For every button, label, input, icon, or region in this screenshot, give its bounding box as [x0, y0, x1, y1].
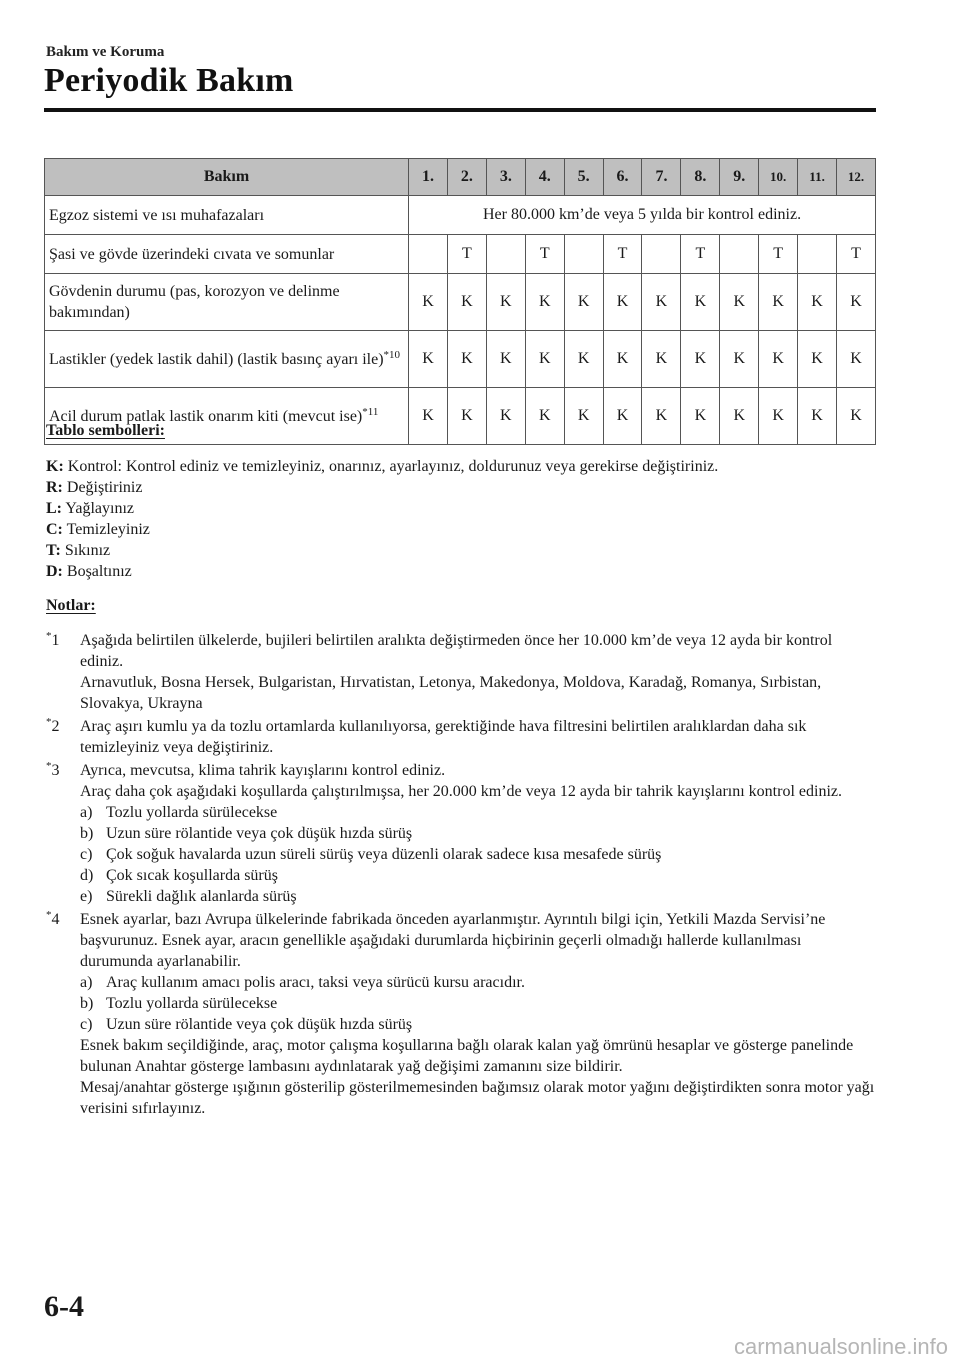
mark-cell: K: [564, 388, 603, 445]
note-number: *3: [46, 760, 60, 779]
notes-list: [46, 630, 876, 1121]
note-star: *: [46, 760, 52, 772]
section-label: Bakım ve Koruma: [46, 44, 165, 60]
note-subitem: a) Araç kullanım amacı polis aracı, taksi veya sürücü kursu aracıdır.: [80, 974, 525, 991]
mark-cell: K: [486, 331, 525, 388]
legend-item: [46, 519, 718, 540]
table-header-cell: 5.: [564, 159, 603, 196]
note-text: Araç daha çok aşağıdaki koşullarda çalıştırılmışsa, her 20.000 km’de veya 12 ayda bir tahrik kayışlarını kontrol ediniz.: [80, 783, 842, 800]
note-subitem: d) Çok sıcak koşullarda sürüş: [80, 867, 278, 884]
mark-cell: K: [798, 388, 837, 445]
mark-cell: T: [837, 235, 876, 274]
footnote-ref: *10: [383, 348, 401, 361]
legend-text: Temizleyiniz: [62, 521, 150, 538]
mark-cell: K: [642, 388, 681, 445]
symbols-heading: Tablo sembolleri:: [46, 422, 165, 439]
mark-cell: K: [681, 274, 720, 331]
note-text: Ayrıca, mevcutsa, klima tahrik kayışlarını kontrol ediniz.: [80, 762, 446, 779]
note-subitem: b) Tozlu yollarda sürülecekse: [80, 995, 278, 1012]
note-number: *1: [46, 630, 60, 649]
mark-cell: T: [681, 235, 720, 274]
mark-cell: K: [525, 274, 564, 331]
note-text: Esnek bakım seçildiğinde, araç, motor çalışma koşullarına bağlı olarak kalan yağ ömrünü hesaplar ve gösterge panelinde bulunan Anahtar gösterge lambasını aydınlatarak yağ değişimi zamanını size bildirir.: [80, 1037, 854, 1075]
mark-cell: K: [447, 388, 486, 445]
mark-cell: [486, 235, 525, 274]
note-2: [46, 716, 876, 758]
table-header-cell: 9.: [720, 159, 759, 196]
mark-cell: [798, 235, 837, 274]
legend-item: [46, 540, 718, 561]
table-header-cell: 1.: [409, 159, 448, 196]
row-interval-text: Her 80.000 km’de veya 5 yılda bir kontrol ediniz.: [409, 196, 876, 235]
mark-cell: K: [564, 331, 603, 388]
note-3: [46, 760, 876, 907]
row-item-label: Acil durum patlak lastik onarım kiti (mevcut ise): [49, 407, 363, 425]
mark-cell: K: [642, 274, 681, 331]
table-header-cell: 11.: [798, 159, 837, 196]
legend-text: Sıkınız: [60, 542, 111, 559]
legend-item: [46, 561, 718, 582]
mark-cell: T: [759, 235, 798, 274]
row-item-label: Lastikler (yedek lastik dahil) (lastik basınç ayarı ile): [49, 350, 384, 368]
mark-cell: T: [447, 235, 486, 274]
note-subitem: a) Tozlu yollarda sürülecekse: [80, 804, 278, 821]
mark-cell: K: [837, 331, 876, 388]
mark-cell: K: [447, 274, 486, 331]
row-item-label: Şasi ve gövde üzerindeki cıvata ve somunlar: [45, 235, 409, 274]
row-item-label: Gövdenin durumu (pas, korozyon ve delinme bakımından): [45, 274, 409, 331]
mark-cell: K: [564, 274, 603, 331]
mark-cell: K: [525, 388, 564, 445]
mark-cell: [720, 235, 759, 274]
table-header-cell: 12.: [837, 159, 876, 196]
mark-cell: [564, 235, 603, 274]
mark-cell: K: [486, 388, 525, 445]
row-item-cell: [45, 331, 409, 388]
mark-cell: K: [720, 274, 759, 331]
table-header-cell: Bakım: [45, 159, 409, 196]
mark-cell: K: [759, 331, 798, 388]
mark-cell: [642, 235, 681, 274]
note-text: Esnek ayarlar, bazı Avrupa ülkelerinde fabrikada önceden ayarlanmıştır. Ayrıntılı bilgi için, Yetkili Mazda Servisi’ne başvurunuz. Esnek ayar, aracın genellikle aşağıdaki durumlarda hiçbirinin geçerli olmadığı hallerde kullanılması durumunda ayarlanabilir.: [80, 911, 826, 970]
note-4: [46, 909, 876, 1119]
mark-cell: [409, 235, 448, 274]
table-header-cell: 6.: [603, 159, 642, 196]
mark-cell: K: [798, 331, 837, 388]
legend-key: C:: [46, 521, 63, 538]
note-star: *: [46, 630, 52, 642]
note-star: *: [46, 909, 52, 921]
mark-cell: K: [409, 388, 448, 445]
mark-cell: K: [603, 274, 642, 331]
mark-cell: T: [603, 235, 642, 274]
notes-heading: Notlar:: [46, 597, 96, 614]
symbols-legend: [46, 456, 718, 582]
note-text: Aşağıda belirtilen ülkelerde, bujileri belirtilen aralıkta değiştirmeden önce her 10.000 km’de veya 12 ayda bir kontrol ediniz.: [80, 632, 833, 670]
table-header-cell: 10.: [759, 159, 798, 196]
table-header-cell: 2.: [447, 159, 486, 196]
legend-item: [46, 477, 718, 498]
mark-cell: K: [759, 274, 798, 331]
legend-key: R:: [46, 479, 63, 496]
page-number: 6-4: [44, 1290, 84, 1323]
mark-cell: T: [525, 235, 564, 274]
table-row: [45, 196, 876, 235]
watermark: carmanualsonline.info: [733, 1334, 948, 1359]
title-divider: [44, 108, 876, 112]
table-row: [45, 274, 876, 331]
table-header-cell: 4.: [525, 159, 564, 196]
mark-cell: K: [681, 388, 720, 445]
mark-cell: K: [798, 274, 837, 331]
note-text: Mesaj/anahtar gösterge ışığının gösterilip gösterilmemesinden bağımsız olarak motor yağını değiştirdikten sonra motor yağı verisini sıfırlayınız.: [80, 1079, 875, 1117]
note-subitem: e) Sürekli dağlık alanlarda sürüş: [80, 888, 297, 905]
legend-text: Boşaltınız: [62, 563, 132, 580]
legend-item: [46, 498, 718, 519]
note-subitem: c) Çok soğuk havalarda uzun süreli sürüş veya düzenli olarak sadece kısa mesafede sürüş: [80, 846, 662, 863]
mark-cell: K: [409, 331, 448, 388]
mark-cell: K: [603, 388, 642, 445]
mark-cell: K: [720, 388, 759, 445]
mark-cell: K: [525, 331, 564, 388]
note-1: [46, 630, 876, 714]
note-subitem: b) Uzun süre rölantide veya çok düşük hızda sürüş: [80, 825, 413, 842]
table-row: [45, 235, 876, 274]
row-item-label: Egzoz sistemi ve ısı muhafazaları: [45, 196, 409, 235]
mark-cell: K: [603, 331, 642, 388]
table-row: [45, 388, 876, 445]
legend-text: Değiştiriniz: [62, 479, 143, 496]
legend-key: D:: [46, 563, 63, 580]
table-row: [45, 331, 876, 388]
table-header-row: [45, 159, 876, 196]
note-number: *4: [46, 909, 60, 928]
mark-cell: K: [486, 274, 525, 331]
mark-cell: K: [681, 331, 720, 388]
mark-cell: K: [837, 274, 876, 331]
mark-cell: K: [642, 331, 681, 388]
legend-key: T:: [46, 542, 61, 559]
footnote-ref: *11: [362, 405, 379, 418]
legend-item: [46, 456, 718, 477]
legend-text: Yağlayınız: [62, 500, 134, 517]
mark-cell: K: [720, 331, 759, 388]
mark-cell: K: [759, 388, 798, 445]
maintenance-table: [44, 158, 876, 445]
mark-cell: K: [447, 331, 486, 388]
note-subitem: c) Uzun süre rölantide veya çok düşük hızda sürüş: [80, 1016, 413, 1033]
page-title: Periyodik Bakım: [44, 62, 294, 99]
note-text: Araç aşırı kumlu ya da tozlu ortamlarda kullanılıyorsa, gerektiğinde hava filtresini belirtilen aralıklardan daha sık temizleyiniz veya değiştiriniz.: [80, 718, 807, 756]
note-text: Arnavutluk, Bosna Hersek, Bulgaristan, Hırvatistan, Letonya, Makedonya, Moldova, Karadağ, Romanya, Sırbistan, Slovakya, Ukrayna: [80, 674, 822, 712]
table-header-cell: 3.: [486, 159, 525, 196]
table-header-cell: 7.: [642, 159, 681, 196]
mark-cell: K: [837, 388, 876, 445]
note-number: *2: [46, 716, 60, 735]
table-header-cell: 8.: [681, 159, 720, 196]
mark-cell: K: [409, 274, 448, 331]
legend-key: K:: [46, 458, 64, 475]
legend-key: L:: [46, 500, 62, 517]
note-star: *: [46, 716, 52, 728]
legend-text: Kontrol: Kontrol ediniz ve temizleyiniz, onarınız, ayarlayınız, doldurunuz veya gerekirse değiştiriniz.: [63, 458, 719, 475]
